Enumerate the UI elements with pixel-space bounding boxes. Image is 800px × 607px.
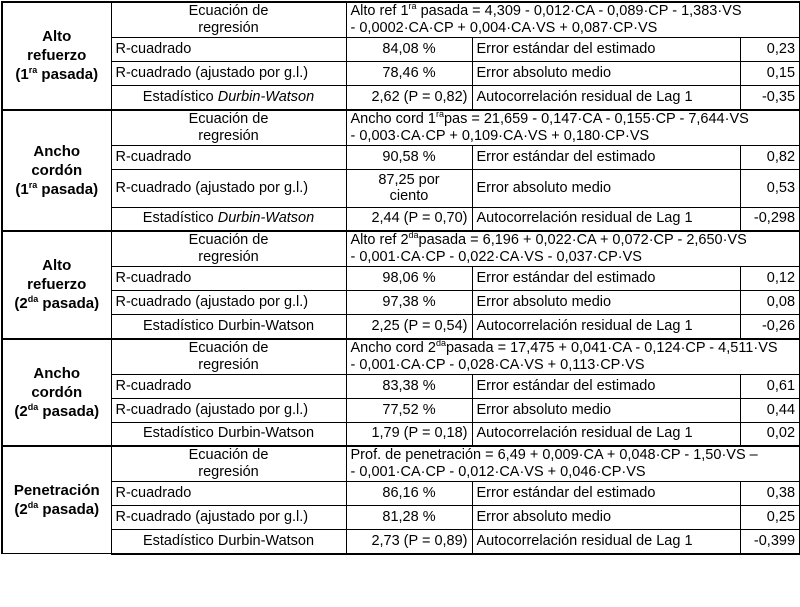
group-alto-refuerzo-2-eq-row: [2, 231, 800, 267]
mae-label: Error absoluto medio: [472, 62, 740, 86]
r2adj-row: [2, 506, 800, 530]
mae-label: Error absoluto medio: [472, 506, 740, 530]
mae-value: 0,25: [740, 506, 800, 530]
eq-label: Ecuación de regresión: [111, 231, 346, 267]
r2-label: R-cuadrado: [111, 145, 346, 169]
eq-label: Ecuación de regresión: [111, 339, 346, 375]
r2-value: 83,38 %: [346, 374, 472, 398]
regression-equation: Prof. de penetración = 6,49 + 0,009·CA + 0,048·CP - 1,50·VS – - 0,001·CA·CP - 0,012·CA·VS + 0,046·CP·VS: [346, 446, 800, 482]
r2-label: R-cuadrado: [111, 267, 346, 291]
r2adj-value: 77,52 %: [346, 398, 472, 422]
group-label: Penetración ($2^{da}$ pasada): [2, 446, 111, 554]
ac-value: 0,02: [740, 422, 800, 446]
ac-value: -0,26: [740, 315, 800, 339]
group-ancho-cordon-1-eq-row: [2, 110, 800, 146]
mae-label: Error absoluto medio: [472, 398, 740, 422]
r2-row: [2, 374, 800, 398]
dw-label: Estadístico Durbin-Watson: [111, 315, 346, 339]
see-value: 0,61: [740, 374, 800, 398]
r2adj-label: R-cuadrado (ajustado por g.l.): [111, 398, 346, 422]
dw-row: [2, 315, 800, 339]
dw-value: 2,73 (P = 0,89): [346, 530, 472, 554]
see-label: Error estándar del estimado: [472, 145, 740, 169]
r2-label: R-cuadrado: [111, 482, 346, 506]
r2-row: [2, 38, 800, 62]
regression-equation: Alto ref $2^{da}pasada = 6,196 + 0,022\cdot CA + 0,072\cdot CP - 2,650\cdot VS$ - 0,001·CA·CP - 0,022·CA·VS - 0,037·CP·VS: [346, 231, 800, 267]
dw-row: [2, 422, 800, 446]
r2adj-row: [2, 398, 800, 422]
mae-value: 0,08: [740, 291, 800, 315]
group-penetracion-eq-row: [2, 446, 800, 482]
r2adj-label: R-cuadrado (ajustado por g.l.): [111, 169, 346, 207]
regression-equation: Alto ref $1^{ra}$ pasada = 4,309 - 0,012·CA - 0,089·CP - 1,383·VS - 0,0002·CA·CP + 0,004·CA·VS + 0,087·CP·VS: [346, 2, 800, 38]
r2adj-value: 81,28 %: [346, 506, 472, 530]
r2adj-row: [2, 62, 800, 86]
r2adj-value: 87,25 por ciento: [346, 169, 472, 207]
r2adj-label: R-cuadrado (ajustado por g.l.): [111, 506, 346, 530]
eq-label: Ecuación de regresión: [111, 110, 346, 146]
r2-value: 86,16 %: [346, 482, 472, 506]
r2-value: 98,06 %: [346, 267, 472, 291]
ac-value: -0,35: [740, 86, 800, 110]
regression-equation: Ancho cord $2^{da}pasada = 17,475 + 0,041\cdot CA - 0,124\cdot CP - 4,511\cdot VS$ - 0,001·CA·CP - 0,028·CA·VS + 0,113·CP·VS: [346, 339, 800, 375]
r2adj-value: 78,46 %: [346, 62, 472, 86]
dw-value: 2,25 (P = 0,54): [346, 315, 472, 339]
dw-label: Estadístico Durbin-Watson: [111, 207, 346, 231]
eq-label: Ecuación de regresión: [111, 446, 346, 482]
see-label: Error estándar del estimado: [472, 38, 740, 62]
r2adj-row: [2, 169, 800, 207]
r2-row: [2, 145, 800, 169]
r2-label: R-cuadrado: [111, 374, 346, 398]
eq-label: Ecuación de regresión: [111, 2, 346, 38]
mae-value: 0,15: [740, 62, 800, 86]
group-ancho-cordon-2-eq-row: [2, 339, 800, 375]
mae-label: Error absoluto medio: [472, 169, 740, 207]
r2-row: [2, 482, 800, 506]
r2adj-label: R-cuadrado (ajustado por g.l.): [111, 62, 346, 86]
see-value: 0,82: [740, 145, 800, 169]
mae-value: 0,44: [740, 398, 800, 422]
see-value: 0,23: [740, 38, 800, 62]
r2-value: 84,08 %: [346, 38, 472, 62]
ac-value: -0,399: [740, 530, 800, 554]
regression-table: [1, 1, 800, 555]
group-alto-refuerzo-1-eq-row: [2, 2, 800, 38]
dw-value: 2,44 (P = 0,70): [346, 207, 472, 231]
regression-equation: Ancho cord $1^{ra}pas = 21,659 - 0,147\cdot CA - 0,155\cdot CP - 7,644\cdot VS$ - 0,003·CA·CP + 0,109·CA·VS + 0,180·CP·VS: [346, 110, 800, 146]
ac-label: Autocorrelación residual de Lag 1: [472, 86, 740, 110]
see-label: Error estándar del estimado: [472, 374, 740, 398]
ac-label: Autocorrelación residual de Lag 1: [472, 530, 740, 554]
dw-row: [2, 530, 800, 554]
dw-row: [2, 207, 800, 231]
r2adj-value: 97,38 %: [346, 291, 472, 315]
dw-row: [2, 86, 800, 110]
r2adj-label: R-cuadrado (ajustado por g.l.): [111, 291, 346, 315]
group-label: Alto refuerzo ($1^{ra}$ pasada): [2, 2, 111, 110]
group-label: Ancho cordón ($1^{ra}$ pasada): [2, 110, 111, 232]
dw-value: 2,62 (P = 0,82): [346, 86, 472, 110]
see-value: 0,38: [740, 482, 800, 506]
ac-label: Autocorrelación residual de Lag 1: [472, 207, 740, 231]
r2-label: R-cuadrado: [111, 38, 346, 62]
dw-label: Estadístico Durbin-Watson: [111, 86, 346, 110]
r2-row: [2, 267, 800, 291]
see-label: Error estándar del estimado: [472, 267, 740, 291]
see-value: 0,12: [740, 267, 800, 291]
ac-label: Autocorrelación residual de Lag 1: [472, 422, 740, 446]
group-label: Ancho cordón ($2^{da}$ pasada): [2, 339, 111, 447]
ac-value: -0,298: [740, 207, 800, 231]
dw-value: 1,79 (P = 0,18): [346, 422, 472, 446]
dw-label: Estadístico Durbin-Watson: [111, 530, 346, 554]
dw-label: Estadístico Durbin-Watson: [111, 422, 346, 446]
r2adj-row: [2, 291, 800, 315]
see-label: Error estándar del estimado: [472, 482, 740, 506]
group-label: Alto refuerzo ($2^{da}$ pasada): [2, 231, 111, 339]
mae-label: Error absoluto medio: [472, 291, 740, 315]
mae-value: 0,53: [740, 169, 800, 207]
ac-label: Autocorrelación residual de Lag 1: [472, 315, 740, 339]
r2-value: 90,58 %: [346, 145, 472, 169]
